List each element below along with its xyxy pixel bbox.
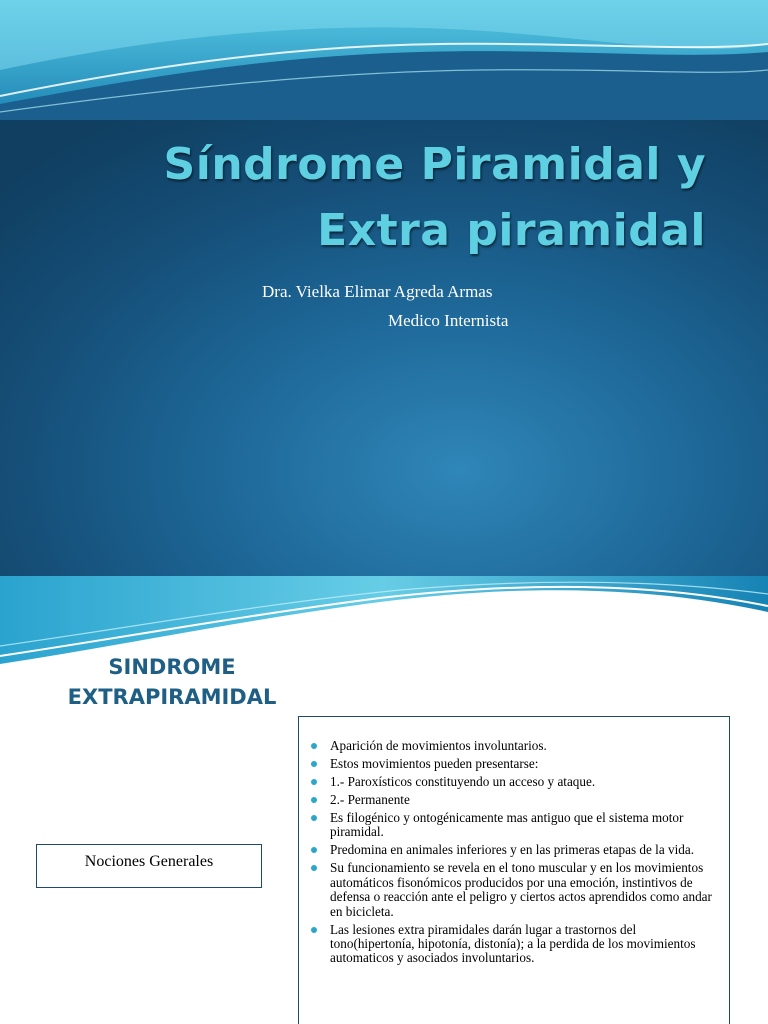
heading-line-2: EXTRAPIRAMIDAL <box>67 685 277 709</box>
bullet-text: 1.- Paroxísticos constituyendo un acceso y ataque. <box>330 774 596 789</box>
nociones-box: Nociones Generales <box>36 844 262 888</box>
bullet-text: Las lesiones extra piramidales darán lugar a trastornos del tono(hipertonía, hipotonía, distonía); a la perdida de los movimientos automaticos y asociados involuntarios. <box>330 921 696 966</box>
bullet-item <box>309 923 723 966</box>
author-name: Dra. Vielka Elimar Agreda Armas <box>262 282 493 301</box>
heading-line-1: SINDROME <box>108 655 236 679</box>
author-role: Medico Internista <box>388 311 509 330</box>
bullet-item <box>309 793 723 807</box>
bullet-dot-icon <box>311 815 317 821</box>
bullet-text: Estos movimientos pueden presentarse: <box>330 756 539 771</box>
bullet-text: Aparición de movimientos involuntarios. <box>330 738 547 753</box>
title-line-1: Síndrome Piramidal y <box>163 139 706 190</box>
bullet-dot-icon <box>311 743 317 749</box>
bullet-text: Es filogénico y ontogénicamente mas antiguo que el sistema motor piramidal. <box>330 810 684 840</box>
bullet-text: 2.- Permanente <box>330 792 410 807</box>
bullet-dot-icon <box>311 927 317 933</box>
bullet-dot-icon <box>311 761 317 767</box>
slide-title <box>86 132 706 264</box>
bullet-item <box>309 775 723 789</box>
bullet-dot-icon <box>311 797 317 803</box>
bullet-item <box>309 757 723 771</box>
bullet-dot-icon <box>311 865 317 871</box>
bullet-list-box <box>298 716 730 1024</box>
bullet-item <box>309 811 723 840</box>
bullet-text: Su funcionamiento se revela en el tono muscular y en los movimientos automáticos fisonómicos producidos por una emoción, instintivos de defensa o reacción ante el peligro y ciertos actos aprendidos como andar en bicicleta. <box>330 860 712 919</box>
bullet-text: Predomina en animales inferiores y en las primeras etapas de la vida. <box>330 842 694 858</box>
bullet-item <box>309 861 723 919</box>
content-slide <box>0 576 768 1024</box>
bullet-dot-icon <box>311 779 317 785</box>
title-line-2: Extra piramidal <box>317 205 706 256</box>
slide-heading <box>40 652 304 712</box>
bullet-item <box>309 739 723 753</box>
bullet-dot-icon <box>311 847 317 853</box>
bullet-list <box>309 739 723 966</box>
wave-decoration <box>0 0 768 120</box>
bullet-item <box>309 843 723 857</box>
